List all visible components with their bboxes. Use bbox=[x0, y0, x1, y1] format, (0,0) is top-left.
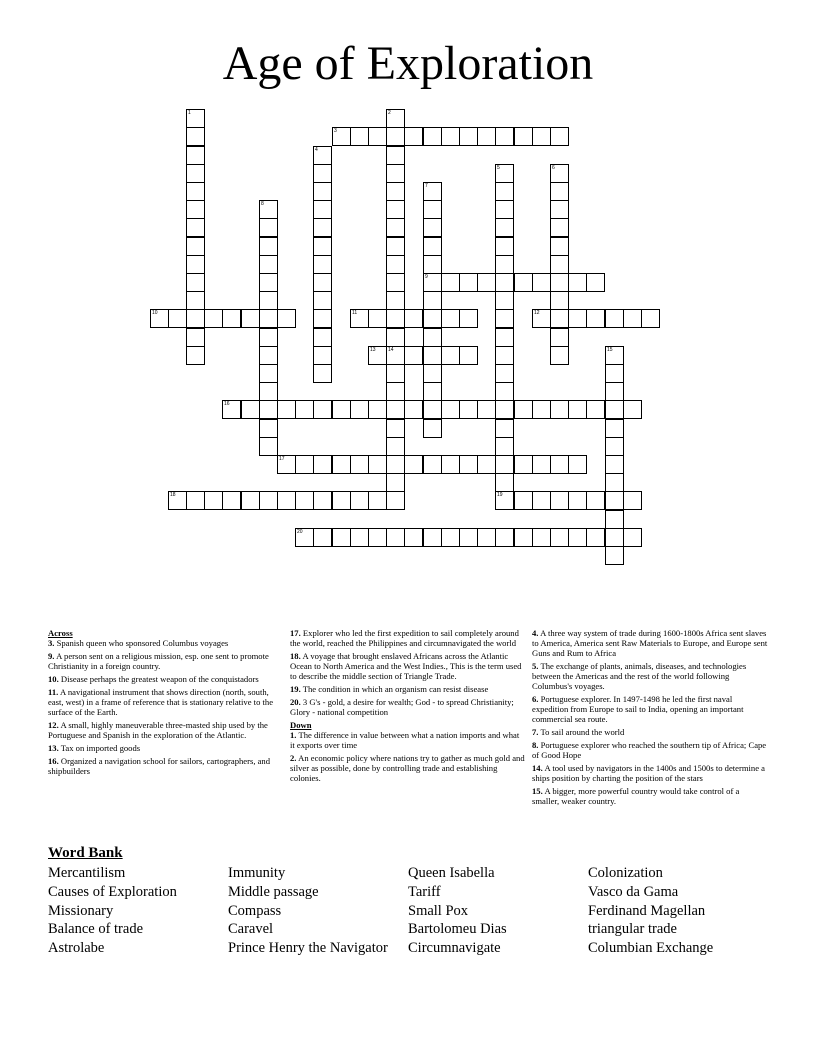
crossword-cell[interactable] bbox=[423, 309, 442, 328]
crossword-cell[interactable] bbox=[386, 273, 405, 292]
crossword-cell[interactable] bbox=[277, 309, 296, 328]
crossword-cell[interactable] bbox=[186, 127, 205, 146]
crossword-cell[interactable] bbox=[514, 491, 533, 510]
crossword-cell[interactable] bbox=[586, 491, 605, 510]
clue-down-8: 8. Portuguese explorer who reached the southern tip of Africa; Cape of Good Hope bbox=[532, 740, 767, 760]
crossword-cell[interactable] bbox=[586, 309, 605, 328]
crossword-cell[interactable] bbox=[586, 400, 605, 419]
crossword-cell[interactable] bbox=[550, 400, 569, 419]
clue-down-1: 1. The difference in value between what a nation imports and what it exports over time bbox=[290, 730, 520, 750]
crossword-cell[interactable] bbox=[568, 309, 587, 328]
crossword-cell[interactable] bbox=[186, 200, 205, 219]
crossword-cell[interactable] bbox=[332, 455, 351, 474]
crossword-cell[interactable] bbox=[441, 400, 460, 419]
crossword-cell[interactable] bbox=[295, 528, 314, 547]
crossword-cell[interactable] bbox=[605, 419, 624, 438]
crossword-cell[interactable] bbox=[222, 491, 241, 510]
crossword-cell[interactable] bbox=[605, 382, 624, 401]
crossword-cell[interactable] bbox=[550, 164, 569, 183]
crossword-cell[interactable] bbox=[241, 491, 260, 510]
crossword-cell[interactable] bbox=[532, 491, 551, 510]
crossword-cell[interactable] bbox=[550, 255, 569, 274]
crossword-cell[interactable] bbox=[204, 491, 223, 510]
clue-across-20: 20. 3 G's - gold, a desire for wealth; God - to spread Christianity; Glory - national competition bbox=[290, 697, 514, 717]
crossword-cell[interactable] bbox=[259, 437, 278, 456]
crossword-cell[interactable] bbox=[495, 218, 514, 237]
crossword-cell[interactable] bbox=[350, 528, 369, 547]
clue-number: 12 bbox=[534, 310, 540, 316]
clue-number: 3 bbox=[334, 128, 337, 134]
word-bank-item: Prince Henry the Navigator bbox=[228, 940, 388, 957]
clue-across-3: 3. Spanish queen who sponsored Columbus voyages bbox=[48, 638, 229, 648]
crossword-cell[interactable] bbox=[386, 291, 405, 310]
word-bank-column-4 bbox=[588, 864, 768, 958]
clue-number: 16 bbox=[224, 401, 230, 407]
crossword-cell[interactable] bbox=[550, 273, 569, 292]
crossword-cell[interactable] bbox=[568, 491, 587, 510]
crossword-cell[interactable] bbox=[532, 400, 551, 419]
crossword-cell[interactable] bbox=[623, 309, 642, 328]
crossword-cell[interactable] bbox=[495, 491, 514, 510]
crossword-cell[interactable] bbox=[495, 127, 514, 146]
crossword-cell[interactable] bbox=[459, 400, 478, 419]
crossword-cell[interactable] bbox=[259, 255, 278, 274]
crossword-cell[interactable] bbox=[386, 491, 405, 510]
crossword-cell[interactable] bbox=[495, 164, 514, 183]
crossword-cell[interactable] bbox=[386, 419, 405, 438]
crossword-cell[interactable] bbox=[277, 455, 296, 474]
crossword-cell[interactable] bbox=[423, 364, 442, 383]
crossword-cell[interactable] bbox=[313, 400, 332, 419]
crossword-cell[interactable] bbox=[423, 291, 442, 310]
crossword-cell[interactable] bbox=[623, 491, 642, 510]
crossword-cell[interactable] bbox=[332, 127, 351, 146]
clue-down-15: 15. A bigger, more powerful country would take control of a smaller, weaker country. bbox=[532, 786, 740, 806]
down-header: Down bbox=[290, 720, 312, 730]
crossword-cell[interactable] bbox=[550, 218, 569, 237]
clue-number: 6 bbox=[552, 165, 555, 171]
crossword-cell[interactable] bbox=[550, 309, 569, 328]
crossword-cell[interactable] bbox=[605, 346, 624, 365]
crossword-cell[interactable] bbox=[150, 309, 169, 328]
crossword-cell[interactable] bbox=[495, 346, 514, 365]
crossword-cell[interactable] bbox=[386, 364, 405, 383]
crossword-cell[interactable] bbox=[441, 309, 460, 328]
clue-number: 10 bbox=[152, 310, 158, 316]
crossword-cell[interactable] bbox=[423, 328, 442, 347]
crossword-cell[interactable] bbox=[259, 400, 278, 419]
crossword-cell[interactable] bbox=[350, 309, 369, 328]
crossword-cell[interactable] bbox=[459, 309, 478, 328]
crossword-cell[interactable] bbox=[222, 309, 241, 328]
clue-number: 9 bbox=[425, 274, 428, 280]
crossword-cell[interactable] bbox=[259, 237, 278, 256]
crossword-cell[interactable] bbox=[386, 528, 405, 547]
crossword-cell[interactable] bbox=[386, 146, 405, 165]
clue-down-7: 7. To sail around the world bbox=[532, 727, 625, 737]
crossword-cell[interactable] bbox=[186, 182, 205, 201]
crossword-cell[interactable] bbox=[368, 400, 387, 419]
crossword-cell[interactable] bbox=[350, 400, 369, 419]
crossword-cell[interactable] bbox=[204, 309, 223, 328]
word-bank-item: Astrolabe bbox=[48, 940, 105, 957]
crossword-cell[interactable] bbox=[605, 491, 624, 510]
crossword-cell[interactable] bbox=[186, 218, 205, 237]
crossword-cell[interactable] bbox=[605, 455, 624, 474]
word-bank-column-1 bbox=[48, 864, 228, 958]
crossword-cell[interactable] bbox=[332, 491, 351, 510]
clue-number: 17 bbox=[279, 456, 285, 462]
crossword-cell[interactable] bbox=[495, 382, 514, 401]
crossword-cell[interactable] bbox=[605, 309, 624, 328]
crossword-cell[interactable] bbox=[495, 200, 514, 219]
clue-across-11: 11. A navigational instrument that shows direction (north, south, east, west) in a frame of reference that is stationary relative to the surface of the Earth. bbox=[48, 687, 274, 717]
crossword-cell[interactable] bbox=[495, 400, 514, 419]
crossword-cell[interactable] bbox=[495, 273, 514, 292]
clue-number: 19 bbox=[497, 492, 503, 498]
crossword-cell[interactable] bbox=[168, 309, 187, 328]
crossword-cell[interactable] bbox=[423, 127, 442, 146]
crossword-cell[interactable] bbox=[186, 237, 205, 256]
crossword-cell[interactable] bbox=[514, 455, 533, 474]
crossword-cell[interactable] bbox=[550, 528, 569, 547]
clue-down-4: 4. A three way system of trade during 1600-1800s Africa sent slaves to America, America sent Raw Materials to Europe, and Europe sent Guns and Rum to Africa bbox=[532, 628, 768, 658]
clue-across-12: 12. A small, highly maneuverable three-masted ship used by the Portuguese and Spanish in the exploration of the Atlantic. bbox=[48, 720, 268, 740]
crossword-cell[interactable] bbox=[295, 400, 314, 419]
crossword-cell[interactable] bbox=[423, 382, 442, 401]
crossword-cell[interactable] bbox=[495, 455, 514, 474]
clue-number: 8 bbox=[261, 201, 264, 207]
clue-number: 7 bbox=[425, 183, 428, 189]
crossword-cell[interactable] bbox=[495, 309, 514, 328]
crossword-cell[interactable] bbox=[259, 200, 278, 219]
crossword-cell[interactable] bbox=[186, 273, 205, 292]
across-header: Across bbox=[48, 628, 73, 638]
crossword-cell[interactable] bbox=[423, 419, 442, 438]
crossword-cell[interactable] bbox=[605, 400, 624, 419]
crossword-cell[interactable] bbox=[313, 455, 332, 474]
crossword-cell[interactable] bbox=[605, 510, 624, 529]
crossword-cell[interactable] bbox=[423, 218, 442, 237]
crossword-cell[interactable] bbox=[386, 182, 405, 201]
crossword-cell[interactable] bbox=[332, 528, 351, 547]
crossword-cell[interactable] bbox=[423, 346, 442, 365]
crossword-cell[interactable] bbox=[313, 200, 332, 219]
word-bank-item: Vasco da Gama bbox=[588, 883, 679, 900]
crossword-cell[interactable] bbox=[368, 455, 387, 474]
crossword-cell[interactable] bbox=[386, 309, 405, 328]
crossword-cell[interactable] bbox=[186, 255, 205, 274]
word-bank-item: Columbian Exchange bbox=[588, 940, 714, 957]
word-bank-item: Causes of Exploration bbox=[48, 883, 177, 900]
crossword-cell[interactable] bbox=[386, 455, 405, 474]
crossword-cell[interactable] bbox=[277, 491, 296, 510]
clues-column-3 bbox=[532, 628, 768, 809]
crossword-cell[interactable] bbox=[477, 273, 496, 292]
crossword-cell[interactable] bbox=[259, 346, 278, 365]
crossword-cell[interactable] bbox=[386, 473, 405, 492]
crossword-cell[interactable] bbox=[186, 291, 205, 310]
crossword-cell[interactable] bbox=[550, 291, 569, 310]
crossword-cell[interactable] bbox=[550, 182, 569, 201]
crossword-cell[interactable] bbox=[441, 127, 460, 146]
crossword-cell[interactable] bbox=[641, 309, 660, 328]
word-bank-item: Circumnavigate bbox=[408, 940, 501, 957]
word-bank-item: Bartolomeu Dias bbox=[408, 921, 507, 938]
crossword-cell[interactable] bbox=[495, 255, 514, 274]
word-bank-item: Mercantilism bbox=[48, 865, 126, 881]
clue-down-2: 2. An economic policy where nations try to gather as much gold and silver as possible, done by controlling trade and establishing colonies. bbox=[290, 753, 525, 783]
crossword-cell[interactable] bbox=[404, 346, 423, 365]
clue-down-5: 5. The exchange of plants, animals, diseases, and technologies between the Americas and the rest of the world following Columbus's voyages. bbox=[532, 661, 747, 691]
clue-down-6: 6. Portuguese explorer. In 1497-1498 he led the first naval expedition from Europe to sail to India, opening an important commercial sea route. bbox=[532, 694, 744, 724]
crossword-cell[interactable] bbox=[586, 273, 605, 292]
crossword-cell[interactable] bbox=[386, 109, 405, 128]
crossword-cell[interactable] bbox=[259, 218, 278, 237]
clue-across-17: 17. Explorer who led the first expedition to sail completely around the world, reached the Philippines and circumnavigated the world bbox=[290, 628, 519, 648]
word-bank-item: Queen Isabella bbox=[408, 865, 495, 881]
crossword-cell[interactable] bbox=[186, 164, 205, 183]
crossword-cell[interactable] bbox=[404, 455, 423, 474]
clue-across-18: 18. A voyage that brought enslaved Africans across the Atlantic Ocean to North America and the West Indies., This is the term used to describe the middle section of Triangle Trade. bbox=[290, 651, 522, 681]
crossword-cell[interactable] bbox=[368, 346, 387, 365]
word-bank-item: Small Pox bbox=[408, 902, 469, 919]
clue-across-13: 13. Tax on imported goods bbox=[48, 743, 141, 753]
clues-column-2 bbox=[290, 628, 526, 786]
crossword-cell[interactable] bbox=[277, 400, 296, 419]
word-bank-item: Middle passage bbox=[228, 883, 319, 900]
clue-across-16: 16. Organized a navigation school for sailors, cartographers, and shipbuilders bbox=[48, 756, 271, 776]
crossword-cell[interactable] bbox=[386, 346, 405, 365]
crossword-cell[interactable] bbox=[423, 455, 442, 474]
clue-number: 15 bbox=[607, 347, 613, 353]
crossword-cell[interactable] bbox=[386, 200, 405, 219]
crossword-cell[interactable] bbox=[423, 200, 442, 219]
crossword-cell[interactable] bbox=[386, 328, 405, 347]
crossword-cell[interactable] bbox=[313, 364, 332, 383]
clue-number: 4 bbox=[315, 147, 318, 153]
crossword-cell[interactable] bbox=[441, 528, 460, 547]
crossword-cell[interactable] bbox=[423, 400, 442, 419]
clue-down-14: 14. A tool used by navigators in the 1400s and 1500s to determine a ships position by charting the position of the stars bbox=[532, 763, 765, 783]
crossword-cell[interactable] bbox=[404, 127, 423, 146]
crossword-cell[interactable] bbox=[477, 528, 496, 547]
word-bank-item: Immunity bbox=[228, 865, 286, 881]
crossword-cell[interactable] bbox=[477, 400, 496, 419]
crossword-cell[interactable] bbox=[259, 419, 278, 438]
crossword-cell[interactable] bbox=[295, 455, 314, 474]
clue-number: 14 bbox=[388, 347, 394, 353]
crossword-cell[interactable] bbox=[350, 491, 369, 510]
crossword-cell[interactable] bbox=[313, 346, 332, 365]
crossword-cell[interactable] bbox=[386, 382, 405, 401]
crossword-cell[interactable] bbox=[241, 309, 260, 328]
crossword-cell[interactable] bbox=[532, 273, 551, 292]
crossword-cell[interactable] bbox=[532, 455, 551, 474]
crossword-cell[interactable] bbox=[313, 291, 332, 310]
crossword-cell[interactable] bbox=[441, 455, 460, 474]
crossword-cell[interactable] bbox=[368, 491, 387, 510]
crossword-cell[interactable] bbox=[186, 146, 205, 165]
crossword-cell[interactable] bbox=[495, 328, 514, 347]
crossword-cell[interactable] bbox=[368, 127, 387, 146]
crossword-cell[interactable] bbox=[386, 400, 405, 419]
crossword-cell[interactable] bbox=[532, 127, 551, 146]
crossword-cell[interactable] bbox=[495, 364, 514, 383]
crossword-cell[interactable] bbox=[186, 346, 205, 365]
crossword-cell[interactable] bbox=[313, 328, 332, 347]
crossword-cell[interactable] bbox=[459, 346, 478, 365]
crossword-cell[interactable] bbox=[313, 528, 332, 547]
crossword-cell[interactable] bbox=[550, 237, 569, 256]
clue-number: 2 bbox=[388, 110, 391, 116]
crossword-cell[interactable] bbox=[514, 528, 533, 547]
crossword-cell[interactable] bbox=[423, 182, 442, 201]
crossword-cell[interactable] bbox=[623, 528, 642, 547]
crossword-cell[interactable] bbox=[313, 164, 332, 183]
crossword-cell[interactable] bbox=[186, 491, 205, 510]
crossword-cell[interactable] bbox=[568, 455, 587, 474]
word-bank-column-2 bbox=[228, 864, 408, 958]
crossword-cell[interactable] bbox=[222, 400, 241, 419]
page-title: Age of Exploration bbox=[222, 37, 594, 90]
crossword-cell[interactable] bbox=[168, 491, 187, 510]
word-bank-column-3 bbox=[408, 864, 588, 958]
crossword-cell[interactable] bbox=[259, 382, 278, 401]
crossword-cell[interactable] bbox=[495, 237, 514, 256]
crossword-cell[interactable] bbox=[459, 528, 478, 547]
word-bank-item: Caravel bbox=[228, 921, 274, 938]
crossword-cell[interactable] bbox=[568, 528, 587, 547]
crossword-cell[interactable] bbox=[605, 528, 624, 547]
crossword-cell[interactable] bbox=[568, 400, 587, 419]
crossword-cell[interactable] bbox=[623, 400, 642, 419]
crossword-cell[interactable] bbox=[313, 218, 332, 237]
crossword-cell[interactable] bbox=[586, 528, 605, 547]
crossword-cell[interactable] bbox=[532, 309, 551, 328]
word-bank-item: Colonization bbox=[588, 865, 663, 881]
crossword-cell[interactable] bbox=[568, 273, 587, 292]
crossword-cell[interactable] bbox=[605, 546, 624, 565]
crossword-cell[interactable] bbox=[550, 346, 569, 365]
clue-across-9: 9. A person sent on a religious mission, esp. one sent to promote Christianity in a foreign country. bbox=[48, 651, 269, 671]
crossword-cell[interactable] bbox=[313, 237, 332, 256]
crossword-cell[interactable] bbox=[477, 127, 496, 146]
crossword-cell[interactable] bbox=[459, 273, 478, 292]
crossword-cell[interactable] bbox=[350, 127, 369, 146]
crossword-cell[interactable] bbox=[350, 455, 369, 474]
crossword-cell[interactable] bbox=[313, 255, 332, 274]
crossword-cell[interactable] bbox=[386, 437, 405, 456]
crossword-cell[interactable] bbox=[259, 291, 278, 310]
crossword-cell[interactable] bbox=[423, 255, 442, 274]
clue-across-10: 10. Disease perhaps the greatest weapon of the conquistadors bbox=[48, 674, 259, 684]
crossword-cell[interactable] bbox=[186, 109, 205, 128]
crossword-cell[interactable] bbox=[495, 182, 514, 201]
crossword-cell[interactable] bbox=[495, 437, 514, 456]
word-bank-item: Missionary bbox=[48, 902, 114, 919]
crossword-cell[interactable] bbox=[495, 419, 514, 438]
crossword-cell[interactable] bbox=[186, 309, 205, 328]
word-bank-item: Compass bbox=[228, 902, 282, 919]
word-bank-item: Tariff bbox=[408, 883, 441, 900]
crossword-cell[interactable] bbox=[404, 400, 423, 419]
crossword-cell[interactable] bbox=[332, 400, 351, 419]
crossword-cell[interactable] bbox=[386, 164, 405, 183]
clue-number: 20 bbox=[297, 529, 303, 535]
crossword-cell[interactable] bbox=[386, 255, 405, 274]
crossword-cell[interactable] bbox=[313, 146, 332, 165]
crossword-cell[interactable] bbox=[550, 491, 569, 510]
crossword-cell[interactable] bbox=[295, 491, 314, 510]
crossword-cell[interactable] bbox=[423, 273, 442, 292]
crossword-cell[interactable] bbox=[605, 437, 624, 456]
word-bank-item: Balance of trade bbox=[48, 921, 144, 938]
crossword-cell[interactable] bbox=[259, 491, 278, 510]
crossword-cell[interactable] bbox=[495, 528, 514, 547]
crossword-cell[interactable] bbox=[550, 200, 569, 219]
crossword-cell[interactable] bbox=[550, 455, 569, 474]
crossword-cell[interactable] bbox=[241, 400, 260, 419]
crossword-cell[interactable] bbox=[514, 400, 533, 419]
word-bank-title: Word Bank bbox=[48, 845, 123, 861]
word-bank-item: Ferdinand Magellan bbox=[588, 902, 706, 919]
word-bank-item: triangular trade bbox=[588, 921, 677, 938]
clue-across-19: 19. The condition in which an organism can resist disease bbox=[290, 684, 489, 694]
clue-number: 1 bbox=[188, 110, 191, 116]
crossword-cell[interactable] bbox=[368, 309, 387, 328]
crossword-cell[interactable] bbox=[550, 127, 569, 146]
crossword-cell[interactable] bbox=[313, 309, 332, 328]
crossword-cell[interactable] bbox=[532, 528, 551, 547]
crossword-cell[interactable] bbox=[259, 273, 278, 292]
clues-column-1 bbox=[48, 628, 284, 779]
crossword-cell[interactable] bbox=[477, 455, 496, 474]
crossword-cell[interactable] bbox=[423, 528, 442, 547]
crossword-cell[interactable] bbox=[514, 127, 533, 146]
crossword-cell[interactable] bbox=[386, 237, 405, 256]
clue-number: 5 bbox=[497, 165, 500, 171]
crossword-cell[interactable] bbox=[550, 328, 569, 347]
crossword-cell[interactable] bbox=[605, 473, 624, 492]
crossword-cell[interactable] bbox=[313, 491, 332, 510]
crossword-cell[interactable] bbox=[368, 528, 387, 547]
crossword-cell[interactable] bbox=[441, 273, 460, 292]
crossword-cell[interactable] bbox=[495, 473, 514, 492]
crossword-cell[interactable] bbox=[259, 364, 278, 383]
clue-number: 13 bbox=[370, 347, 376, 353]
crossword-cell[interactable] bbox=[259, 309, 278, 328]
crossword-cell[interactable] bbox=[605, 364, 624, 383]
crossword-cell[interactable] bbox=[459, 127, 478, 146]
clue-number: 11 bbox=[352, 310, 358, 316]
crossword-cell[interactable] bbox=[404, 528, 423, 547]
crossword-cell[interactable] bbox=[313, 273, 332, 292]
crossword-cell[interactable] bbox=[514, 273, 533, 292]
crossword-cell[interactable] bbox=[459, 455, 478, 474]
clue-number: 18 bbox=[170, 492, 176, 498]
crossword-cell[interactable] bbox=[495, 291, 514, 310]
crossword-cell[interactable] bbox=[386, 127, 405, 146]
crossword-cell[interactable] bbox=[386, 218, 405, 237]
crossword-cell[interactable] bbox=[441, 346, 460, 365]
crossword-cell[interactable] bbox=[313, 182, 332, 201]
crossword-cell[interactable] bbox=[423, 237, 442, 256]
crossword-cell[interactable] bbox=[404, 309, 423, 328]
crossword-cell[interactable] bbox=[186, 328, 205, 347]
crossword-cell[interactable] bbox=[259, 328, 278, 347]
